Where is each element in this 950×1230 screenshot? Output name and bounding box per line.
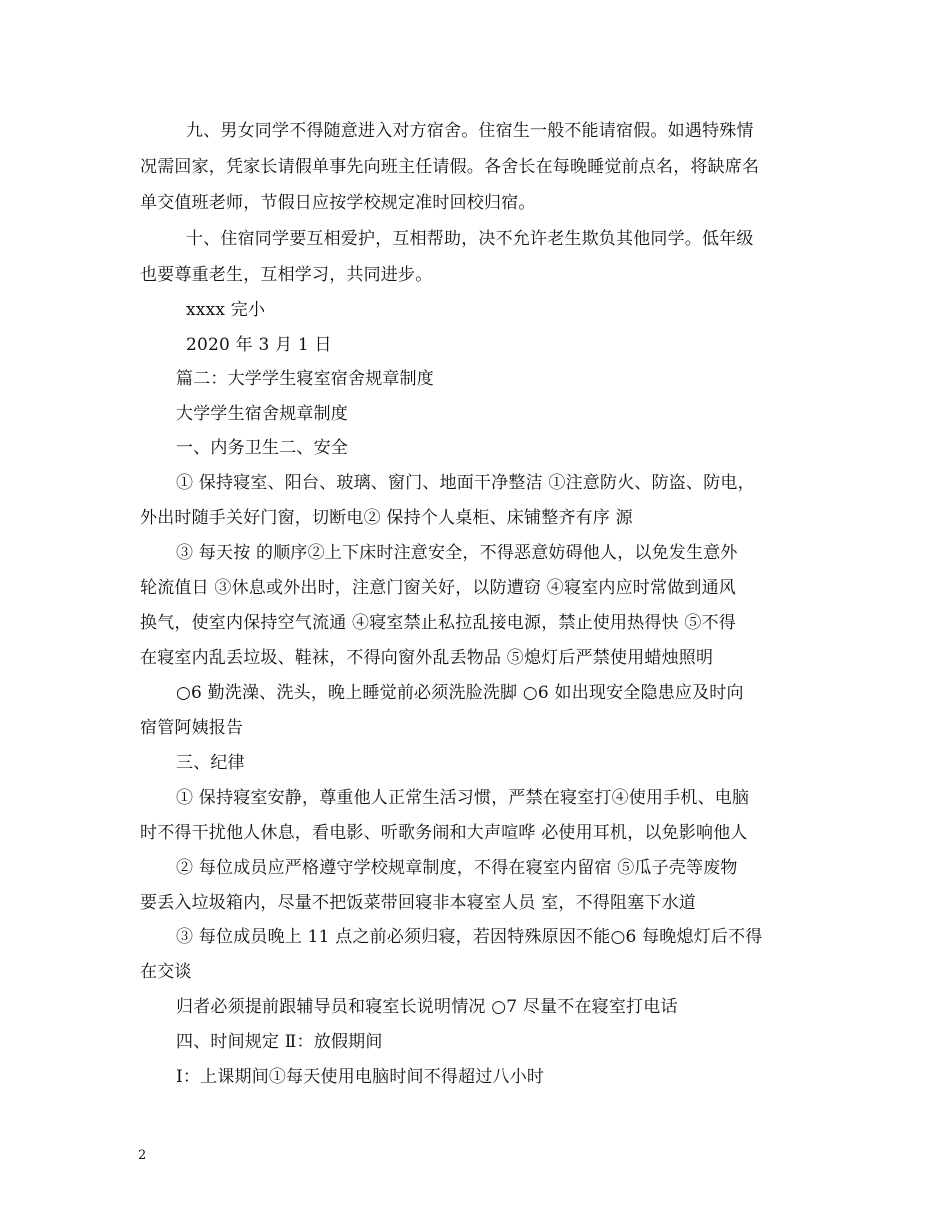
text-line: 在交谈: [140, 962, 192, 982]
signature-school: xxxx 完小: [186, 300, 266, 320]
section-heading: 一、内务卫生二、安全: [176, 438, 348, 458]
text-line: 轮流值日 ③休息或外出时，注意门窗关好，以防遭窃 ④寝室内应时常做到通风: [140, 578, 737, 598]
text-line: ③ 每天按 的顺序②上下床时注意安全，不得恶意妨碍他人，以免发生意外: [176, 543, 738, 563]
text-line: 外出时随手关好门窗，切断电② 保持个人桌柜、床铺整齐有序 源: [140, 508, 633, 528]
text-line: ② 每位成员应严格遵守学校规章制度，不得在寝室内留宿 ⑤瓜子壳等废物: [176, 858, 738, 878]
text-line: ③ 每位成员晚上 11 点之前必须归寝，若因特殊原因不能○6 每晚熄灯后不得: [176, 927, 763, 947]
text-line: 单交值班老师，节假日应按学校规定准时回校归宿。: [140, 193, 536, 213]
section-heading: 四、时间规定 Ⅱ：放假期间: [176, 1032, 383, 1052]
text-line: 要丢入垃圾箱内，尽量不把饭菜带回寝非本寝室人员 室，不得阻塞下水道: [140, 893, 697, 913]
section-heading: 篇二：大学学生寝室宿舍规章制度: [176, 369, 434, 389]
text-line: Ⅰ：上课期间①每天使用电脑时间不得超过八小时: [176, 1067, 545, 1087]
page-number: 2: [138, 1148, 147, 1163]
section-heading: 三、纪律: [176, 753, 245, 773]
text-line: 换气，使室内保持空气流通 ④寝室禁止私拉乱接电源，禁止使用热得快 ⑤不得: [140, 613, 737, 633]
text-line: ① 保持寝室安静，尊重他人正常生活习惯，严禁在寝室打④使用手机、电脑: [176, 788, 750, 808]
text-line: ① 保持寝室、阳台、玻璃、窗门、地面干净整洁 ①注意防火、防盗、防电，: [176, 473, 755, 493]
document-title: 大学学生宿舍规章制度: [176, 404, 348, 424]
text-line: 也要尊重老生，互相学习，共同进步。: [140, 265, 433, 285]
signature-date: 2020 年 3 月 1 日: [186, 335, 332, 355]
text-line: 在寝室内乱丢垃圾、鞋袜，不得向窗外乱丢物品 ⑤熄灯后严禁使用蜡烛照明: [140, 648, 714, 668]
text-line: 九、男女同学不得随意进入对方宿舍。住宿生一般不能请宿假。如遇特殊情: [186, 121, 754, 141]
text-line: ○6 勤洗澡、洗头，晚上睡觉前必须洗脸洗脚 ○6 如出现安全隐患应及时向: [176, 683, 744, 703]
text-line: 十、住宿同学要互相爱护，互相帮助，决不允许老生欺负其他同学。低年级: [186, 229, 754, 249]
text-line: 归者必须提前跟辅导员和寝室长说明情况 ○7 尽量不在寝室打电话: [176, 997, 678, 1017]
text-line: 宿管阿姨报告: [140, 718, 244, 738]
text-line: 况需回家，凭家长请假单事先向班主任请假。各舍长在每晚睡觉前点名，将缺席名: [140, 157, 760, 177]
text-line: 时不得干扰他人休息，看电影、听歌务闹和大声喧哗 必使用耳机，以免影响他人: [140, 823, 748, 843]
